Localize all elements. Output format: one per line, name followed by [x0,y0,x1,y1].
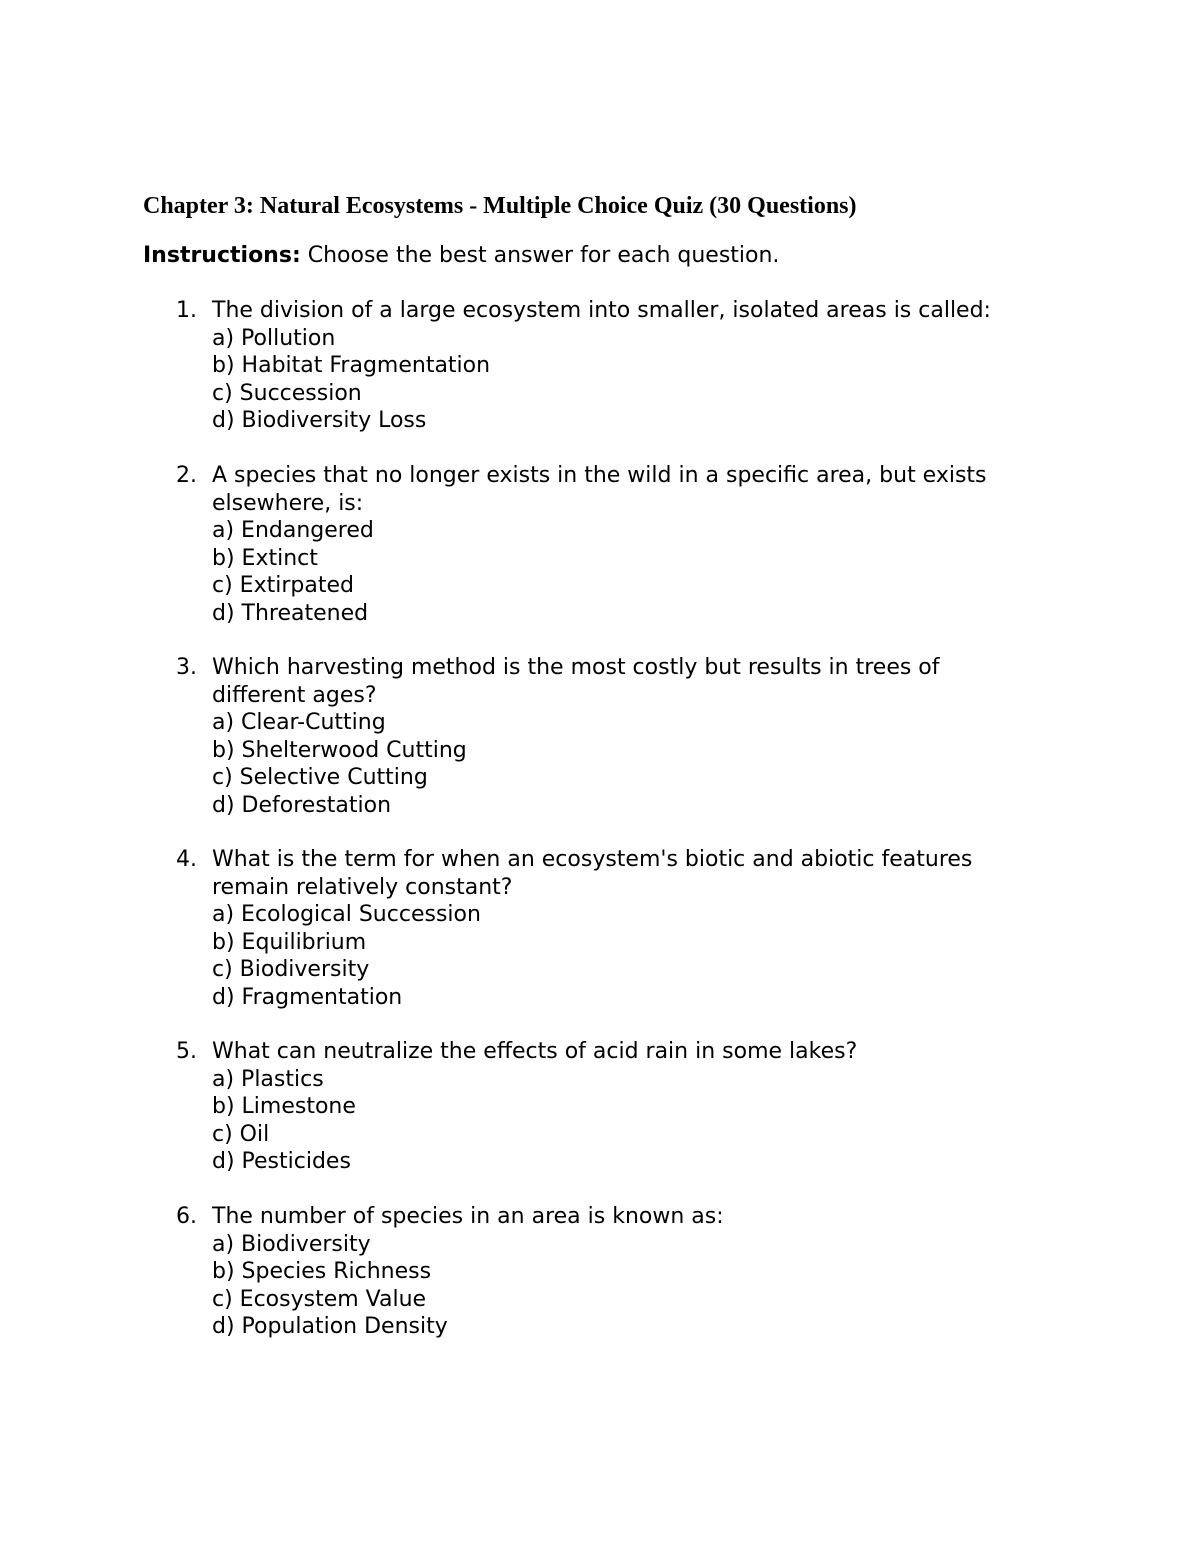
question-text: Which harvesting method is the most costly but results in trees of [212,655,940,680]
question-body [212,462,1072,627]
option-a: a) Pollution [212,325,336,351]
question-number: 4. [176,847,197,872]
option-c: c) Extirpated [212,573,354,598]
page-title: Chapter 3: Natural Ecosystems - Multiple Choice Quiz (30 Questions) [143,193,857,219]
option-c: c) Biodiversity [212,957,370,982]
option-c: c) Ecosystem Value [212,1286,427,1312]
question-text: The division of a large ecosystem into smaller, isolated areas is called: [212,298,991,323]
question-number: 3. [176,655,197,680]
option-d: d) Fragmentation [212,984,403,1010]
option-c: c) Succession [212,380,362,406]
question-number: 1. [176,298,197,323]
option-b: b) Extinct [212,545,318,571]
option-a: a) Biodiversity [212,1231,371,1257]
question-text-continued: different ages? [212,682,377,708]
option-a: a) Endangered [212,518,374,543]
option-b: b) Equilibrium [212,929,367,955]
instructions-text: Choose the best answer for each question. [300,243,780,268]
question-text-continued: elsewhere, is: [212,490,364,516]
option-b: b) Species Richness [212,1259,432,1284]
option-b: b) Habitat Fragmentation [212,353,491,378]
option-a: a) Plastics [212,1066,324,1092]
question-text: The number of species in an area is known as: [212,1204,724,1229]
question-body [212,1203,1072,1341]
option-a: a) Clear-Cutting [212,710,386,735]
option-a: a) Ecological Succession [212,902,481,927]
question-body [212,654,1072,819]
question-text-continued: remain relatively constant? [212,874,513,900]
instructions [143,241,779,271]
instructions-label: Instructions: [143,243,301,268]
option-c: c) Selective Cutting [212,765,428,790]
option-d: d) Biodiversity Loss [212,408,427,433]
question-number: 5. [176,1039,197,1064]
option-b: b) Limestone [212,1094,356,1119]
question-text: A species that no longer exists in the wild in a specific area, but exists [212,463,987,488]
question-body [212,1038,1072,1176]
question-body [212,297,1072,435]
option-d: d) Threatened [212,600,369,626]
question-number: 6. [176,1204,197,1229]
option-c: c) Oil [212,1121,270,1147]
question-text: What can neutralize the effects of acid rain in some lakes? [212,1039,858,1064]
option-b: b) Shelterwood Cutting [212,737,467,763]
option-d: d) Deforestation [212,792,392,818]
option-d: d) Population Density [212,1314,448,1339]
option-d: d) Pesticides [212,1149,351,1174]
question-body [212,846,1072,1011]
question-text: What is the term for when an ecosystem's biotic and abiotic features [212,847,973,872]
question-number: 2. [176,463,197,488]
